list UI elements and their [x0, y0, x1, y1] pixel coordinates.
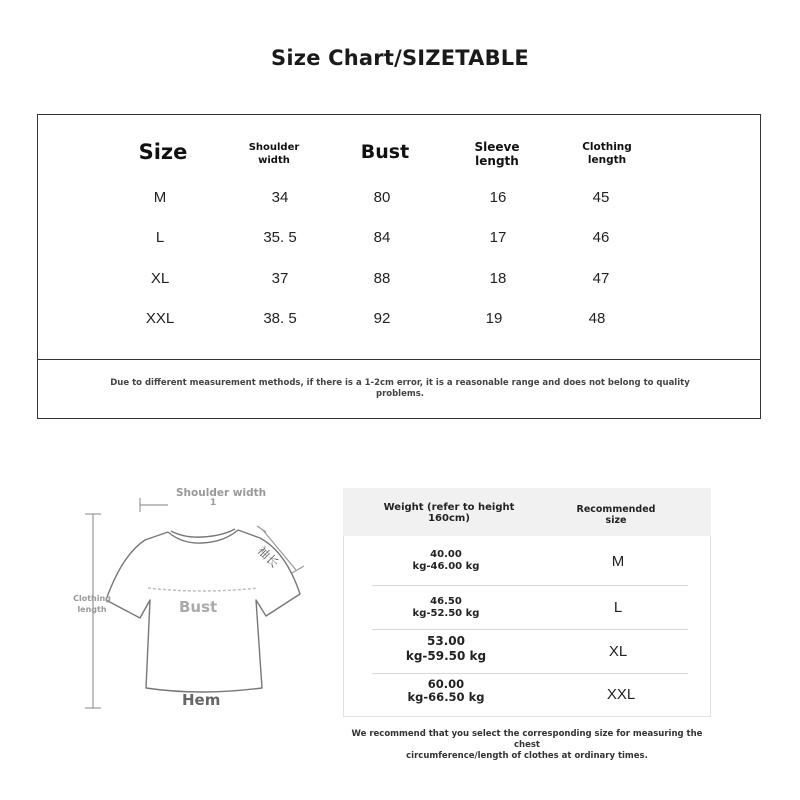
header-weight	[374, 502, 524, 524]
header-clothing-line2: length	[587, 154, 627, 166]
weight-m-line2: kg-46.00 kg	[412, 561, 480, 572]
recommended-size-m: M	[611, 553, 625, 570]
weight-xxl-line1: 60.00	[427, 677, 465, 691]
row-l-bust: 84	[373, 229, 391, 246]
header-recommended-size	[566, 504, 666, 526]
row-l-sleeve: 17	[489, 229, 507, 246]
weight-m-line1: 40.00	[430, 549, 462, 560]
weight-row-m	[376, 549, 516, 573]
recommended-size-xl: XL	[608, 643, 628, 660]
sleeve-length-label: 袖长	[254, 543, 282, 571]
header-size: Size	[138, 140, 188, 164]
shoulder-width-marker	[140, 498, 168, 512]
header-shoulder-line2: width	[258, 155, 290, 166]
row-xl-clothing: 47	[592, 270, 610, 287]
hem-label: Hem	[182, 691, 221, 709]
weight-row-xxl	[376, 678, 516, 704]
header-weight-line2: 160cm)	[428, 513, 470, 524]
row-l-clothing: 46	[592, 229, 610, 246]
header-sleeve-line2: length	[475, 154, 519, 168]
recommended-size-xxl: XXL	[606, 686, 636, 703]
recommendation-note	[343, 729, 711, 762]
row-xxl-sleeve: 19	[485, 310, 503, 327]
row-xxl-bust: 92	[373, 310, 391, 327]
header-weight-line1: Weight (refer to height	[383, 502, 515, 513]
row-xl-size: XL	[150, 270, 170, 287]
page-title: Size Chart/SIZETABLE	[271, 46, 529, 70]
row-m-clothing: 45	[592, 189, 610, 206]
header-recommended-line1: Recommended	[576, 504, 656, 515]
row-xxl-clothing: 48	[588, 310, 606, 327]
row-xl-bust: 88	[373, 270, 391, 287]
row-m-sleeve: 16	[489, 189, 507, 206]
header-bust: Bust	[360, 141, 410, 163]
clothing-length-line2: length	[77, 605, 107, 614]
recommendation-note-line1: We recommend that you select the corresponding size for measuring the chest	[351, 729, 703, 750]
header-sleeve-length	[457, 140, 537, 168]
weight-l-line2: kg-52.50 kg	[412, 608, 480, 619]
row-m-size: M	[153, 189, 167, 206]
weight-row-xl	[376, 634, 516, 664]
weight-xl-line1: 53.00	[427, 634, 465, 648]
size-table-divider	[37, 359, 761, 360]
recommended-size-l: L	[613, 599, 623, 616]
header-recommended-line2: size	[605, 515, 627, 526]
weight-row-l	[376, 596, 516, 620]
row-l-size: L	[155, 229, 165, 246]
row-xl-sleeve: 18	[489, 270, 507, 287]
header-clothing-line1: Clothing	[582, 141, 632, 153]
row-xxl-size: XXL	[145, 310, 175, 327]
row-xl-shoulder: 37	[271, 270, 289, 287]
row-m-bust: 80	[373, 189, 391, 206]
recommendation-note-line2: circumference/length of clothes at ordinary times.	[406, 751, 648, 761]
row-m-shoulder: 34	[271, 189, 289, 206]
weight-l-line1: 46.50	[430, 596, 462, 607]
weight-xl-line2: kg-59.50 kg	[405, 649, 487, 663]
weight-xxl-line2: kg-66.50 kg	[407, 690, 485, 704]
row-l-shoulder: 35. 5	[263, 229, 297, 246]
measurement-note: Due to different measurement methods, if there is a 1-2cm error, it is a reasonable range and does not belong to quality problems.	[110, 378, 690, 399]
weight-row-divider	[372, 673, 688, 674]
shoulder-width-label: Shoulder width	[176, 487, 267, 499]
clothing-length-line1: Clothing	[73, 594, 111, 603]
weight-row-divider	[372, 629, 688, 630]
bust-label: Bust	[179, 598, 218, 616]
header-sleeve-line1: Sleeve	[474, 140, 520, 154]
clothing-length-label	[64, 593, 120, 615]
header-clothing-length	[567, 141, 647, 167]
header-shoulder-line1: Shoulder	[248, 142, 300, 153]
row-xxl-shoulder: 38. 5	[263, 310, 297, 327]
shoulder-width-number: 1	[210, 498, 217, 508]
weight-row-divider	[372, 585, 688, 586]
header-shoulder-width	[234, 141, 314, 167]
